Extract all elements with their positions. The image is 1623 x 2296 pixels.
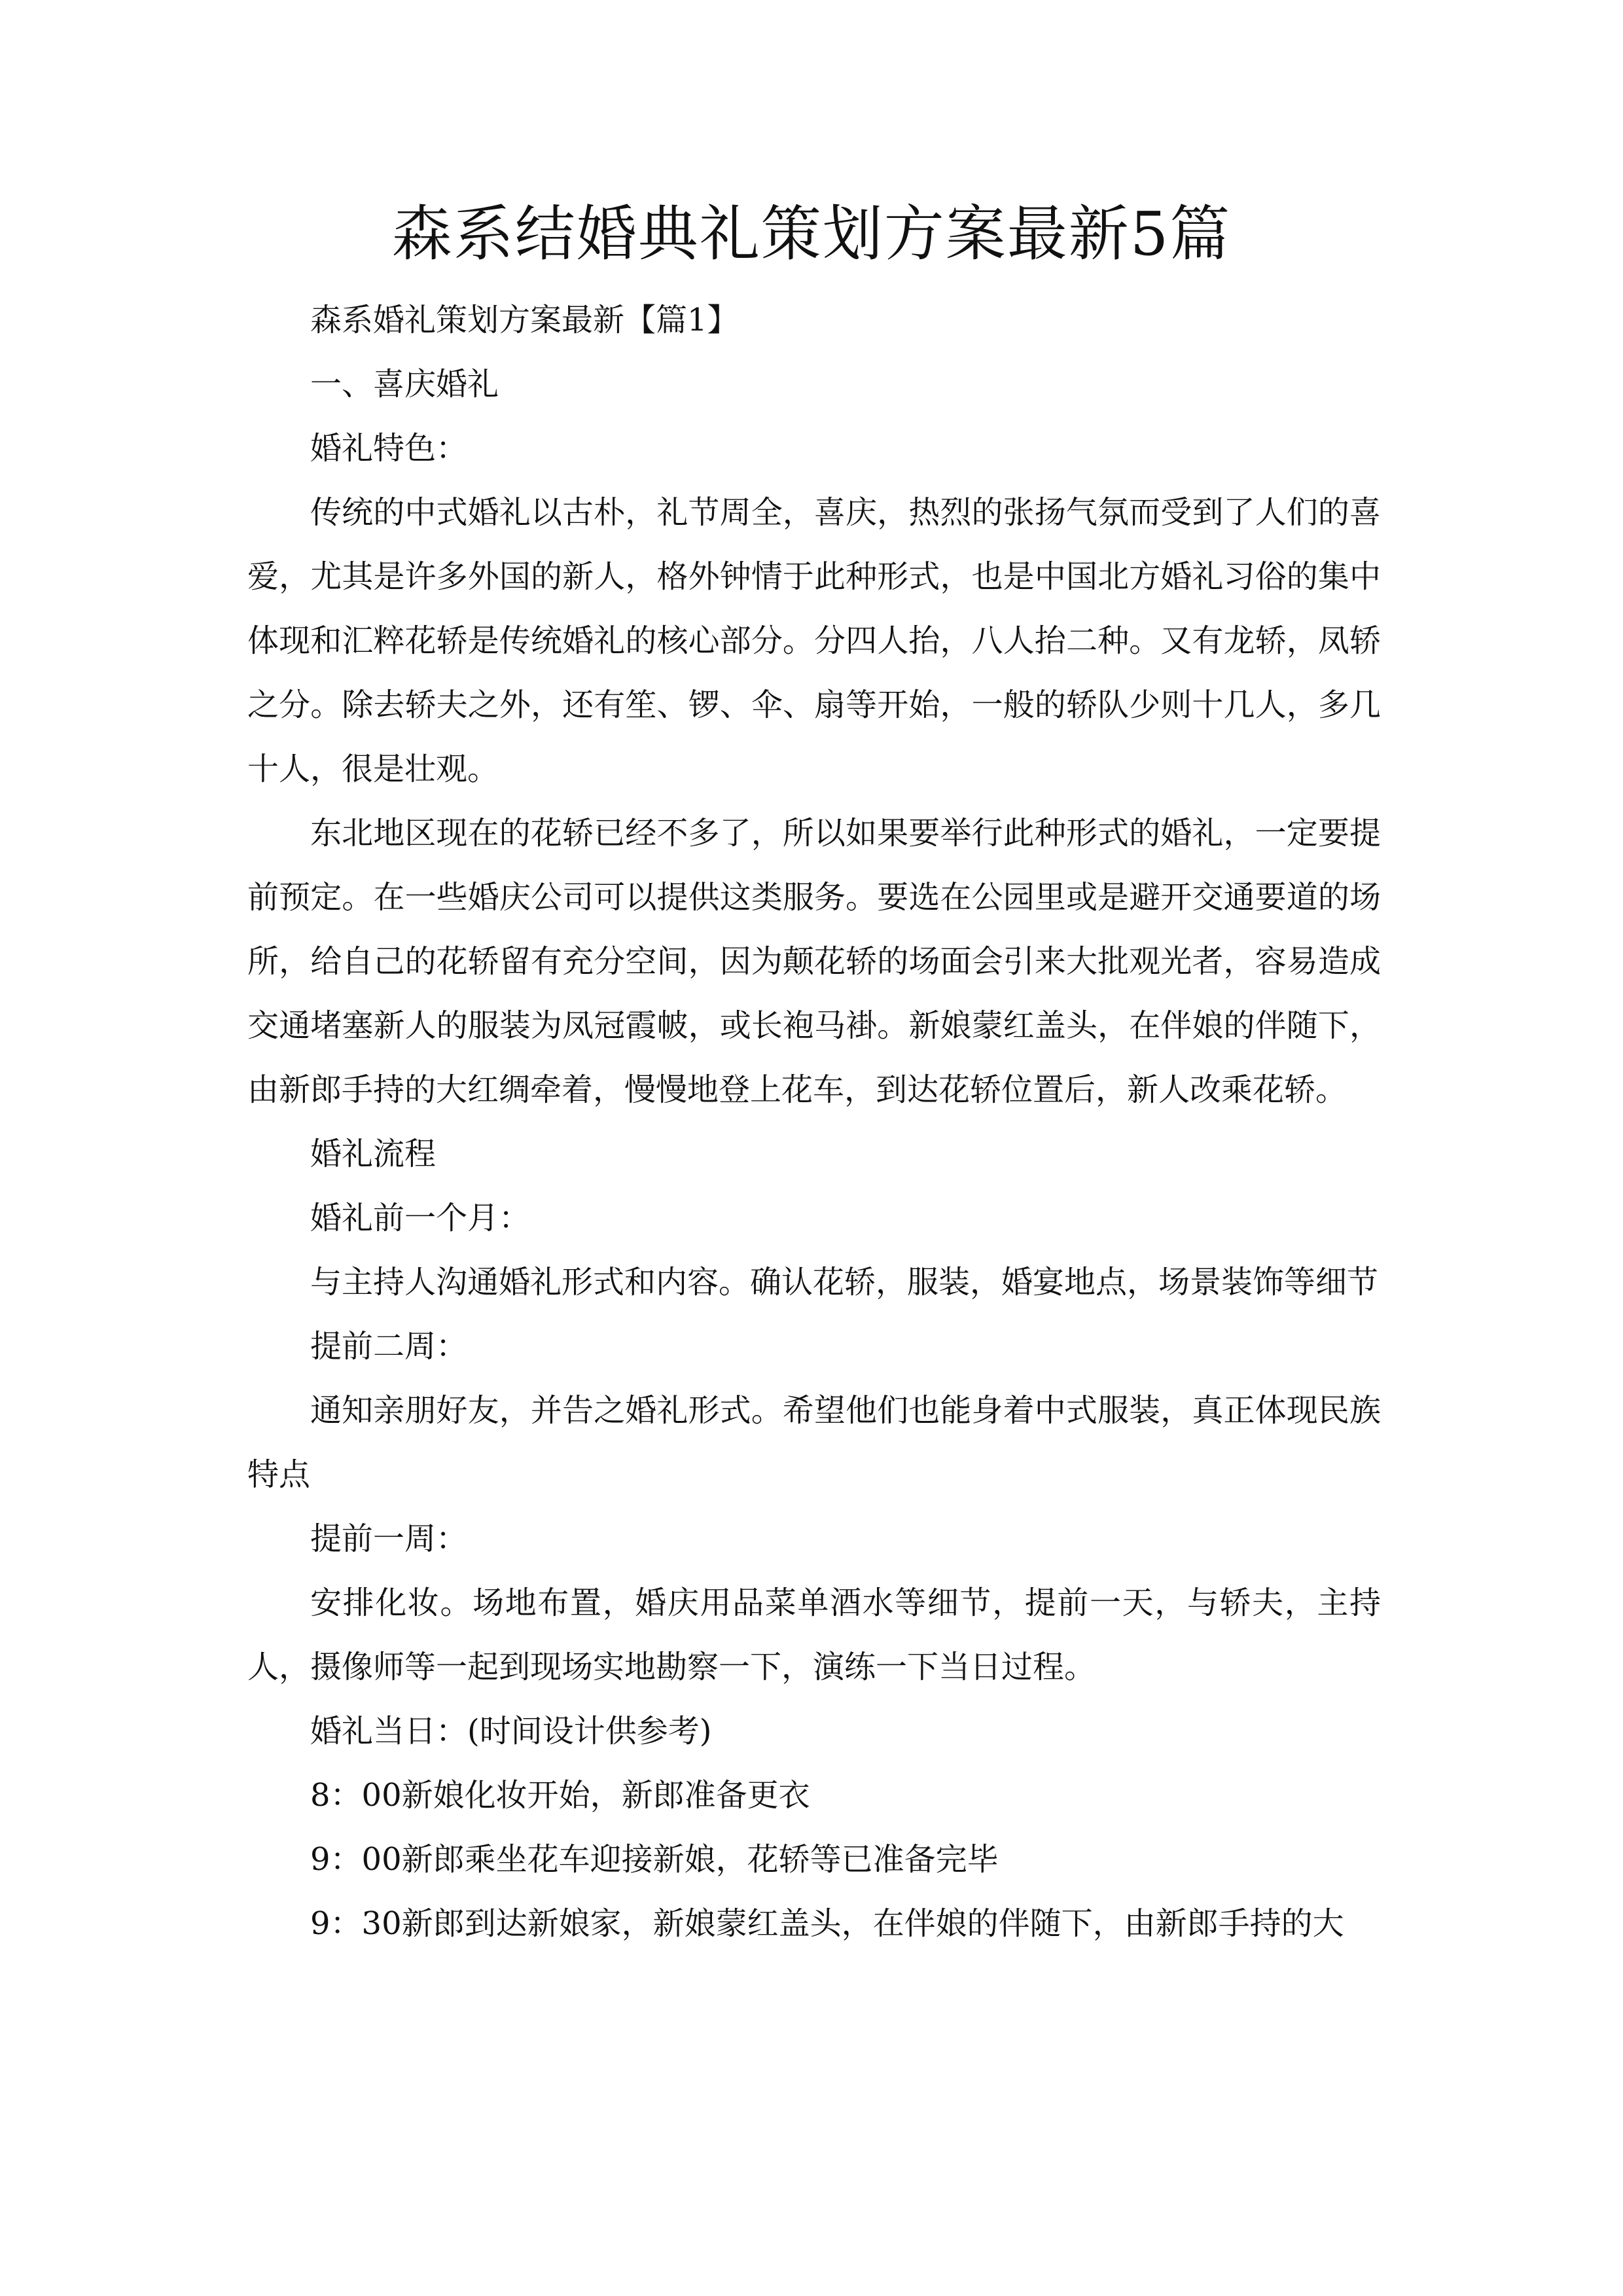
document-title: 森系结婚典礼策划方案最新5篇	[391, 199, 1232, 269]
heading-happy-wedding: 一、喜庆婚礼	[310, 366, 499, 403]
schedule-item-0800: 8：00新娘化妆开始，新郎准备更衣	[310, 1777, 810, 1814]
paragraph-two-weeks-before: 通知亲朋好友，并告之婚礼形式。希望他们也能身着中式服装，真正体现民族特点	[247, 1392, 1381, 1493]
paragraph-one-week-before: 安排化妆。场地布置，婚庆用品菜单酒水等细节，提前一天，与轿夫，主持人，摄像师等一起到现场实地勘察一下，演练一下当日过程。	[247, 1585, 1381, 1685]
heading-one-week-before: 提前一周：	[310, 1520, 468, 1557]
paragraph-one-month-before: 与主持人沟通婚礼形式和内容。确认花轿，服装，婚宴地点，场景装饰等细节	[310, 1264, 1379, 1300]
heading-one-month-before: 婚礼前一个月：	[310, 1200, 531, 1236]
document-body	[247, 288, 1381, 1956]
heading-wedding-process: 婚礼流程	[310, 1136, 437, 1172]
schedule-item-0900: 9：00新郎乘坐花车迎接新娘，花轿等已准备完毕	[310, 1841, 999, 1878]
heading-two-weeks-before: 提前二周：	[310, 1328, 468, 1365]
heading-wedding-features: 婚礼特色：	[310, 430, 468, 467]
schedule-item-0930: 9：30新郎到达新娘家，新娘蒙红盖头，在伴娘的伴随下，由新郎手持的大	[310, 1905, 1344, 1942]
heading-wedding-day: 婚礼当日：(时间设计供参考)	[310, 1713, 712, 1749]
heading-section-1: 森系婚礼策划方案最新【篇1】	[310, 302, 739, 338]
paragraph-traditional-wedding: 传统的中式婚礼以古朴，礼节周全，喜庆，热烈的张扬气氛而受到了人们的喜爱，尤其是许多外国的新人，格外钟情于此种形式，也是中国北方婚礼习俗的集中体现和汇粹花轿是传统婚礼的核心部分。分四人抬，八人抬二种。又有龙轿，凤轿之分。除去轿夫之外，还有笙、锣、伞、扇等开始，一般的轿队少则十几人，多几十人，很是壮观。	[247, 494, 1381, 787]
paragraph-northeast-sedan: 东北地区现在的花轿已经不多了，所以如果要举行此种形式的婚礼，一定要提前预定。在一些婚庆公司可以提供这类服务。要选在公园里或是避开交通要道的场所，给自己的花轿留有充分空间，因为颠花轿的场面会引来大批观光者，容易造成交通堵塞新人的服装为凤冠霞帔，或长袍马褂。新娘蒙红盖头，在伴娘的伴随下，由新郎手持的大红绸牵着，慢慢地登上花车，到达花轿位置后，新人改乘花轿。	[247, 815, 1381, 1108]
